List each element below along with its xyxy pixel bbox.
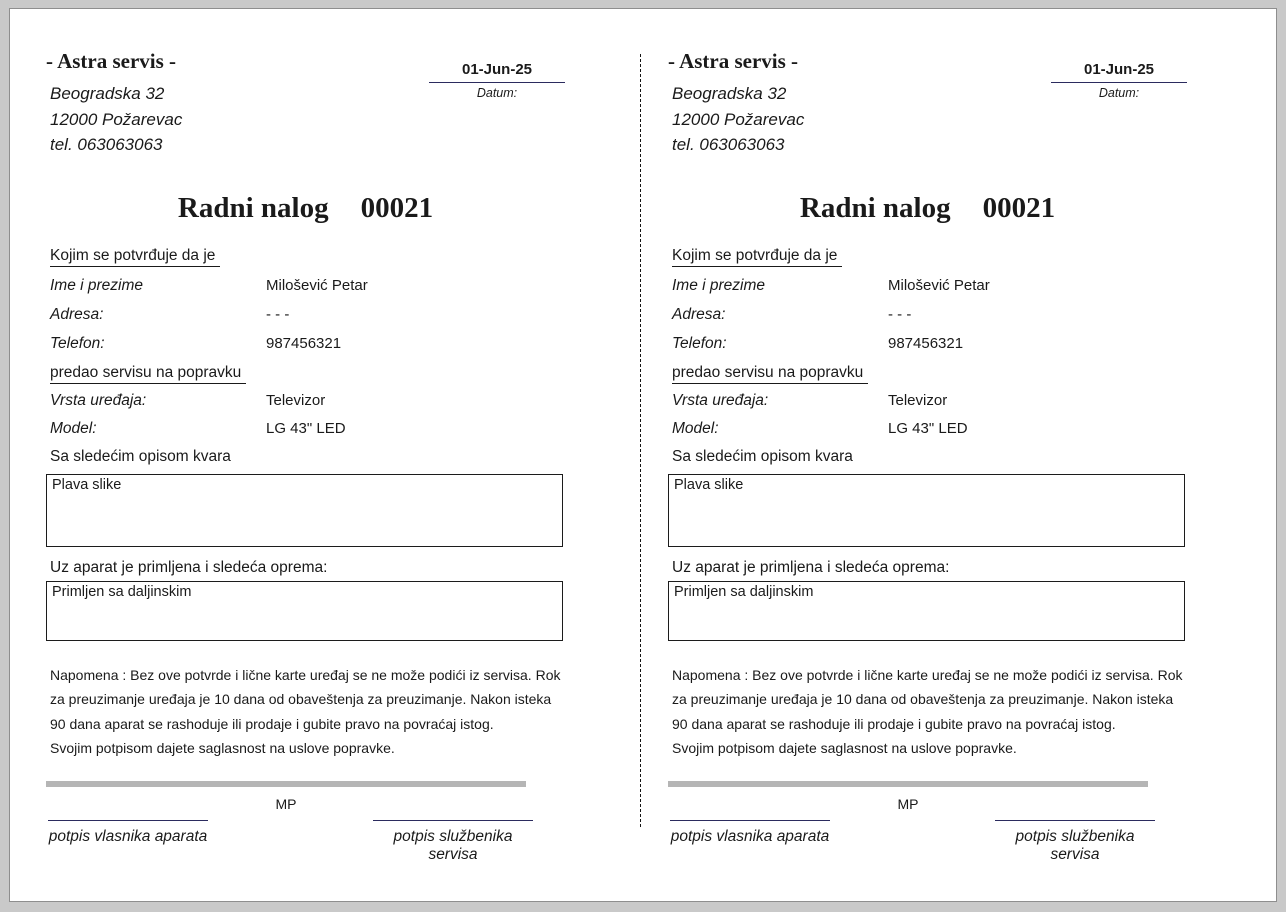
disclaimer-line: za preuzimanje uređaja je 10 dana od obaveštenja za preuzimanje. Nakon isteka — [672, 691, 1174, 708]
handover-heading: predao servisu na popravku — [672, 364, 868, 384]
company-address-phone: tel. 063063063 — [672, 135, 785, 154]
customer-address-label: Adresa: — [672, 306, 726, 323]
equipment-box: Primljen sa daljinskim — [668, 581, 1185, 641]
disclaimer-line: za preuzimanje uređaja je 10 dana od obaveštenja za preuzimanje. Nakon isteka — [50, 691, 552, 708]
document-title-text: Radni nalog — [177, 192, 329, 224]
device-type-value: Televizor — [888, 392, 948, 409]
date-label: Datum: — [1098, 86, 1140, 100]
company-name: - Astra servis - — [668, 49, 799, 73]
disclaimer-line: 90 dana aparat se rashoduje ili prodaje i gubite pravo na povraćaj istog. — [672, 715, 1116, 732]
customer-name-value: Milošević Petar — [266, 277, 368, 294]
document-title — [668, 192, 1187, 225]
intro-heading: Kojim se potvrđuje da je — [50, 247, 220, 267]
equipment-box: Primljen sa daljinskim — [46, 581, 563, 641]
fault-description-heading: Sa sledećim opisom kvara — [50, 448, 231, 465]
customer-address-label: Adresa: — [50, 306, 104, 323]
work-order-page — [9, 8, 1277, 902]
disclaimer-line: Svojim potpisom dajete saglasnost na uslove popravke. — [50, 739, 395, 756]
owner-signature-line — [670, 820, 830, 821]
device-type-label: Vrsta uređaja: — [50, 392, 147, 409]
stamp-placeholder: MP — [897, 796, 919, 812]
disclaimer-note — [672, 663, 1182, 760]
equipment-heading: Uz aparat je primljena i sledeća oprema: — [50, 559, 328, 576]
customer-address-value: - - - — [888, 306, 912, 323]
disclaimer-line: Napomena : Bez ove potvrde i lične karte uređaj se ne može podići iz servisa. Rok — [50, 667, 561, 683]
company-address-street: Beogradska 32 — [50, 84, 165, 103]
date-block — [1051, 61, 1187, 100]
fault-description-box: Plava slike — [668, 474, 1185, 547]
device-model-label: Model: — [50, 420, 97, 437]
fault-description-box: Plava slike — [46, 474, 563, 547]
customer-name-value: Milošević Petar — [888, 277, 990, 294]
stamp-separator-bar — [46, 781, 526, 787]
company-address-city: 12000 Požarevac — [50, 109, 183, 129]
work-order-content — [668, 9, 1187, 901]
equipment-heading: Uz aparat je primljena i sledeća oprema: — [672, 559, 950, 576]
work-order-content — [46, 9, 565, 901]
customer-name-label: Ime i prezime — [672, 277, 766, 294]
owner-signature-line — [48, 820, 208, 821]
date-value: 01-Jun-25 — [429, 61, 565, 83]
device-type-value: Televizor — [266, 392, 326, 409]
fault-description-heading: Sa sledećim opisom kvara — [672, 448, 853, 465]
document-title-text: Radni nalog — [799, 192, 951, 224]
company-address — [50, 81, 182, 158]
customer-phone-value: 987456321 — [266, 335, 342, 352]
customer-name-label: Ime i prezime — [50, 277, 144, 294]
date-block — [429, 61, 565, 100]
customer-address-value: - - - — [266, 306, 290, 323]
date-value: 01-Jun-25 — [1051, 61, 1187, 83]
owner-signature-label: potpis vlasnika aparata — [670, 828, 830, 845]
disclaimer-line: Napomena : Bez ove potvrde i lične karte uređaj se ne može podići iz servisa. Rok — [672, 667, 1183, 683]
company-address-city: 12000 Požarevac — [672, 109, 805, 129]
customer-phone-label: Telefon: — [672, 335, 727, 352]
company-name: - Astra servis - — [46, 49, 177, 73]
device-type-label: Vrsta uređaja: — [672, 392, 769, 409]
disclaimer-line: 90 dana aparat se rashoduje ili prodaje i gubite pravo na povraćaj istog. — [50, 715, 494, 732]
work-order-number: 00021 — [982, 192, 1056, 224]
intro-heading: Kojim se potvrđuje da je — [672, 247, 842, 267]
device-model-label: Model: — [672, 420, 719, 437]
document-title — [46, 192, 565, 225]
company-address-street: Beogradska 32 — [672, 84, 787, 103]
customer-phone-label: Telefon: — [50, 335, 105, 352]
company-address — [672, 81, 804, 158]
owner-signature-label: potpis vlasnika aparata — [48, 828, 208, 845]
disclaimer-line: Svojim potpisom dajete saglasnost na uslove popravke. — [672, 739, 1017, 756]
clerk-signature-label: potpis službenika servisa — [1015, 828, 1135, 863]
date-label: Datum: — [476, 86, 518, 100]
device-model-value: LG 43" LED — [266, 420, 346, 437]
handover-heading: predao servisu na popravku — [50, 364, 246, 384]
disclaimer-note — [50, 663, 560, 760]
stamp-separator-bar — [668, 781, 1148, 787]
company-address-phone: tel. 063063063 — [50, 135, 163, 154]
customer-phone-value: 987456321 — [888, 335, 964, 352]
clerk-signature-line — [373, 820, 533, 821]
clerk-signature-label: potpis službenika servisa — [393, 828, 513, 863]
stamp-placeholder: MP — [275, 796, 297, 812]
work-order-number: 00021 — [360, 192, 434, 224]
clerk-signature-line — [995, 820, 1155, 821]
work-order-copy — [10, 9, 641, 901]
device-model-value: LG 43" LED — [888, 420, 968, 437]
work-order-copy — [641, 9, 1276, 901]
